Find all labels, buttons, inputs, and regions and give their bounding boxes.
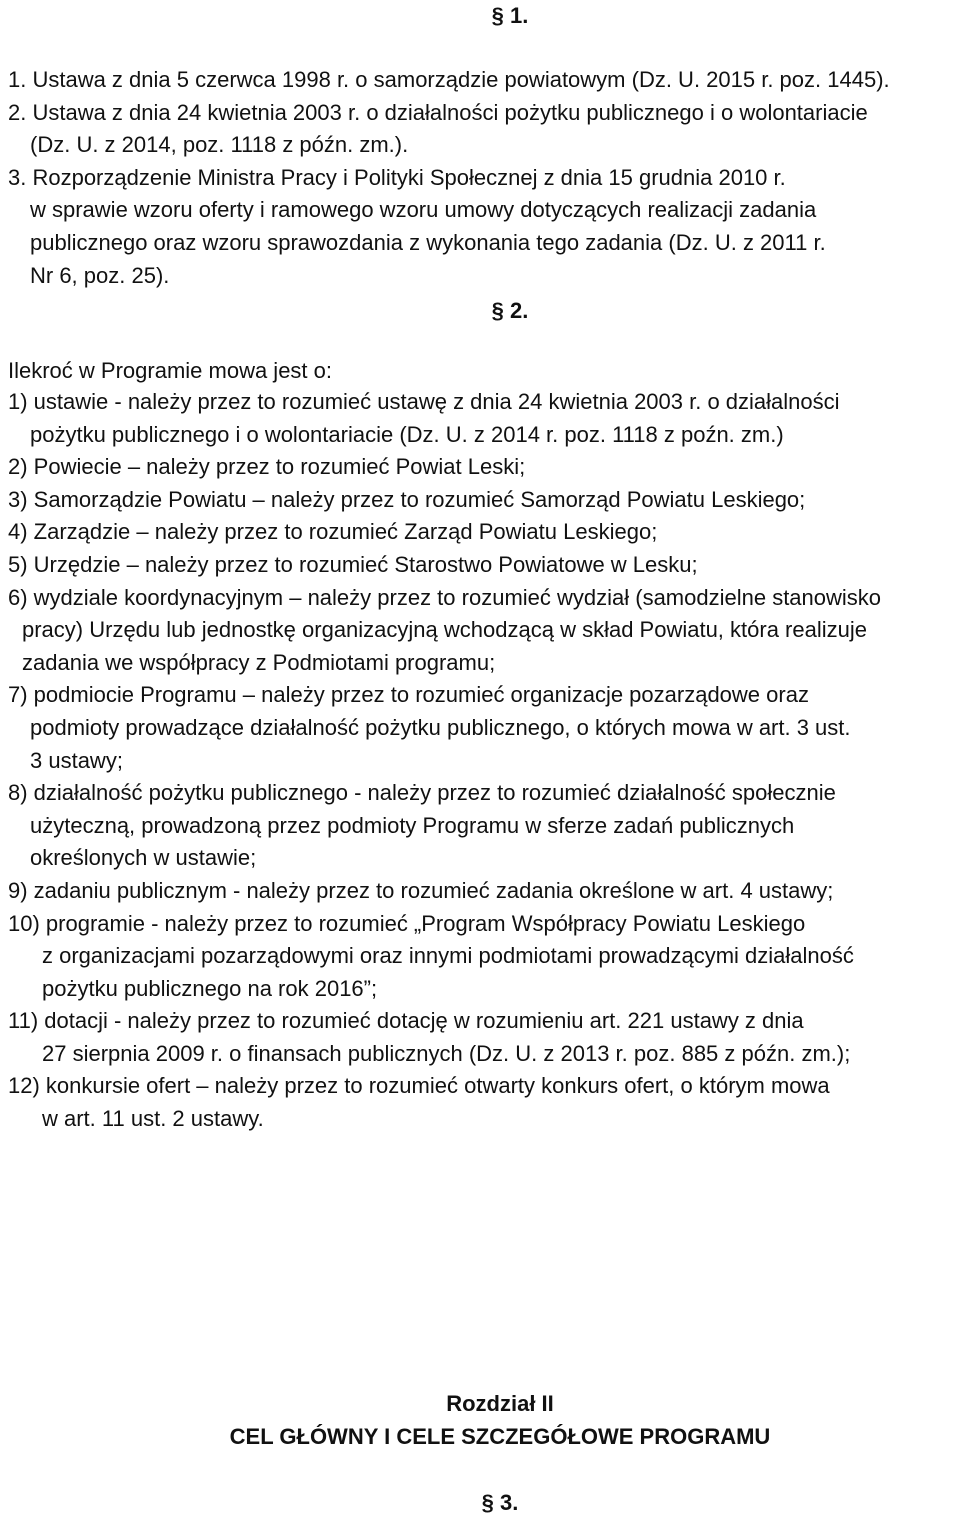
list-line: 6) wydziale koordynacyjnym – należy przez to rozumieć wydział (samodzielne stanowisko xyxy=(8,584,882,610)
definition-item xyxy=(8,875,958,908)
legal-basis-item xyxy=(8,64,958,97)
legal-basis-item xyxy=(8,162,958,292)
list-line: Nr 6, poz. 25). xyxy=(30,262,170,288)
section-2-heading: § 2. xyxy=(491,298,529,323)
definition-item xyxy=(8,1070,958,1135)
list-line: w art. 11 ust. 2 ustawy. xyxy=(42,1106,264,1132)
legal-basis-item xyxy=(8,97,958,162)
list-line: 5) Urzędzie – należy przez to rozumieć Starostwo Powiatowe w Lesku; xyxy=(8,551,698,577)
definition-item xyxy=(8,777,958,875)
definitions-list xyxy=(8,386,958,1136)
definition-item xyxy=(8,908,958,1006)
list-line: użyteczną, prowadzoną przez podmioty Programu w sferze zadań publicznych xyxy=(30,812,795,838)
definition-item xyxy=(8,484,958,517)
list-line: zadania we współpracy z Podmiotami programu; xyxy=(22,649,496,675)
list-line: pożytku publicznego na rok 2016”; xyxy=(42,975,378,1001)
list-line: (Dz. U. z 2014, poz. 1118 z późn. zm.). xyxy=(30,132,409,158)
list-line: 8) działalność pożytku publicznego - należy przez to rozumieć działalność społecznie xyxy=(8,780,836,806)
list-line: 2. Ustawa z dnia 24 kwietnia 2003 r. o działalności pożytku publicznego i o wolontariacie xyxy=(8,99,868,125)
list-line: 2) Powiecie – należy przez to rozumieć Powiat Leski; xyxy=(8,454,526,480)
list-line: 3 ustawy; xyxy=(30,747,123,773)
list-line: pracy) Urzędu lub jednostkę organizacyjną wchodzącą w skład Powiatu, która realizuje xyxy=(22,617,867,643)
definition-item xyxy=(8,582,958,680)
section-1-heading: § 1. xyxy=(491,3,529,28)
definition-item xyxy=(8,451,958,484)
section-3-heading: § 3. xyxy=(481,1490,519,1515)
chapter-title: Rozdział II xyxy=(446,1391,554,1416)
list-line: 1. Ustawa z dnia 5 czerwca 1998 r. o samorządzie powiatowym (Dz. U. 2015 r. poz. 1445). xyxy=(8,67,890,92)
list-line: publicznego oraz wzoru sprawozdania z wykonania tego zadania (Dz. U. z 2011 r. xyxy=(30,229,826,255)
list-line: 3) Samorządzie Powiatu – należy przez to rozumieć Samorząd Powiatu Leskiego; xyxy=(8,486,806,512)
definitions-intro: Ilekroć w Programie mowa jest o: xyxy=(8,358,332,383)
list-line: podmioty prowadzące działalność pożytku publicznego, o których mowa w art. 3 ust. xyxy=(30,714,851,740)
chapter-subtitle: CEL GŁÓWNY I CELE SZCZEGÓŁOWE PROGRAMU xyxy=(229,1424,771,1449)
list-line: określonych w ustawie; xyxy=(30,845,257,871)
list-line: 10) programie - należy przez to rozumieć „Program Współpracy Powiatu Leskiego xyxy=(8,910,806,936)
list-line: 27 sierpnia 2009 r. o finansach publicznych (Dz. U. z 2013 r. poz. 885 z późn. zm.); xyxy=(42,1040,851,1066)
definition-item xyxy=(8,1005,958,1070)
list-line: 4) Zarządzie – należy przez to rozumieć Zarząd Powiatu Leskiego; xyxy=(8,519,658,545)
list-line: z organizacjami pozarządowymi oraz innymi podmiotami prowadzącymi działalność xyxy=(42,943,854,969)
list-line: 3. Rozporządzenie Ministra Pracy i Polityki Społecznej z dnia 15 grudnia 2010 r. xyxy=(8,164,786,190)
legal-basis-list xyxy=(8,64,958,292)
definition-item xyxy=(8,516,958,549)
list-line: 1) ustawie - należy przez to rozumieć ustawę z dnia 24 kwietnia 2003 r. o działalności xyxy=(8,389,840,414)
list-line: 12) konkursie ofert – należy przez to rozumieć otwarty konkurs ofert, o którym mowa xyxy=(8,1073,830,1099)
definition-item xyxy=(8,386,958,451)
definition-item xyxy=(8,549,958,582)
list-line: 7) podmiocie Programu – należy przez to rozumieć organizacje pozarządowe oraz xyxy=(8,682,809,708)
list-line: 9) zadaniu publicznym - należy przez to rozumieć zadania określone w art. 4 ustawy; xyxy=(8,877,834,903)
list-line: w sprawie wzoru oferty i ramowego wzoru umowy dotyczących realizacji zadania xyxy=(30,197,817,223)
list-line: 11) dotacji - należy przez to rozumieć dotację w rozumieniu art. 221 ustawy z dnia xyxy=(8,1008,804,1034)
definition-item xyxy=(8,679,958,777)
list-line: pożytku publicznego i o wolontariacie (Dz. U. z 2014 r. poz. 1118 z poźn. zm.) xyxy=(30,421,784,447)
